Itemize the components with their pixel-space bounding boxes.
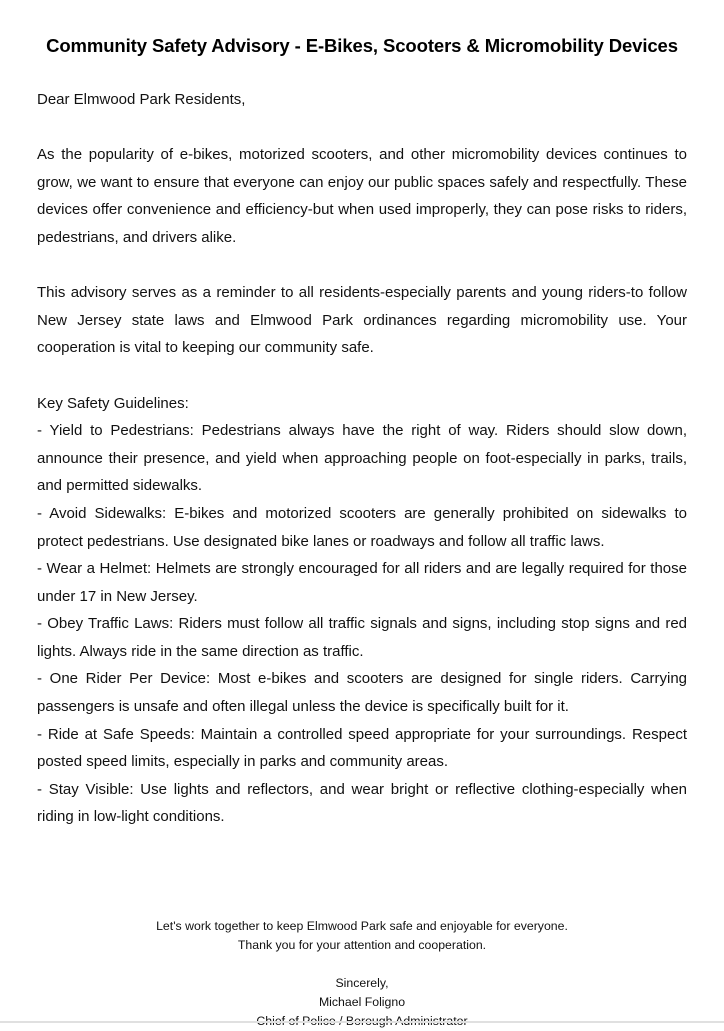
guideline-item-yield: - Yield to Pedestrians: Pedestrians always have the right of way. Riders should slow down, announce their presence, and yield when approaching people on foot-especially in parks, trails, and permitted sidewalks. <box>37 422 687 495</box>
guideline-item-one-rider: - One Rider Per Device: Most e-bikes and scooters are designed for single riders. Carrying passengers is unsafe and often illegal unless the device is specifically built for it. <box>37 670 687 716</box>
letter-body <box>37 86 687 831</box>
spacer <box>37 362 687 390</box>
page-title: Community Safety Advisory - E-Bikes, Scooters & Micromobility Devices <box>46 35 678 56</box>
guideline-item-visible: - Stay Visible: Use lights and reflectors, and wear bright or reflective clothing-especially when riding in low-light conditions. <box>37 780 687 826</box>
page-bottom-divider <box>0 1021 724 1023</box>
guideline-item-traffic-laws: - Obey Traffic Laws: Riders must follow all traffic signals and signs, including stop signs and red lights. Always ride in the same direction as traffic. <box>37 615 687 660</box>
thank-you-line: Thank you for your attention and cooperation. <box>237 938 487 952</box>
intro-paragraph: As the popularity of e-bikes, motorized scooters, and other micromobility devices continues to grow, we want to ensure that everyone can enjoy our public spaces safely and respectfully. These devices offer convenience and efficiency-but when used improperly, they can pose risks to riders, pedestrians, and drivers alike. <box>37 146 687 246</box>
reminder-paragraph: This advisory serves as a reminder to all residents-especially parents and young riders-to follow New Jersey state laws and Elmwood Park ordinances regarding micromobility use. Your cooperation is vital to keeping our community safe. <box>37 284 687 357</box>
signatory-name: Michael Foligno <box>318 995 406 1009</box>
closing-line: Let's work together to keep Elmwood Park safe and enjoyable for everyone. <box>156 919 568 933</box>
guidelines-heading: Key Safety Guidelines: <box>37 394 189 412</box>
guidelines-list <box>37 417 687 831</box>
closing-section <box>0 917 724 1031</box>
salutation: Dear Elmwood Park Residents, <box>37 91 246 108</box>
guideline-item-safe-speeds: - Ride at Safe Speeds: Maintain a controlled speed appropriate for your surroundings. Respect posted speed limits, especially in parks and community areas. <box>37 725 687 771</box>
signoff: Sincerely, <box>335 976 389 990</box>
guideline-item-sidewalks: - Avoid Sidewalks: E-bikes and motorized scooters are generally prohibited on sidewalks to protect pedestrians. Use designated bike lanes or roadways and follow all traffic laws. <box>37 504 687 550</box>
guideline-item-helmet: - Wear a Helmet: Helmets are strongly encouraged for all riders and are legally required for those under 17 in New Jersey. <box>37 560 687 605</box>
spacer <box>37 114 687 142</box>
spacer <box>0 955 724 974</box>
spacer <box>37 252 687 280</box>
